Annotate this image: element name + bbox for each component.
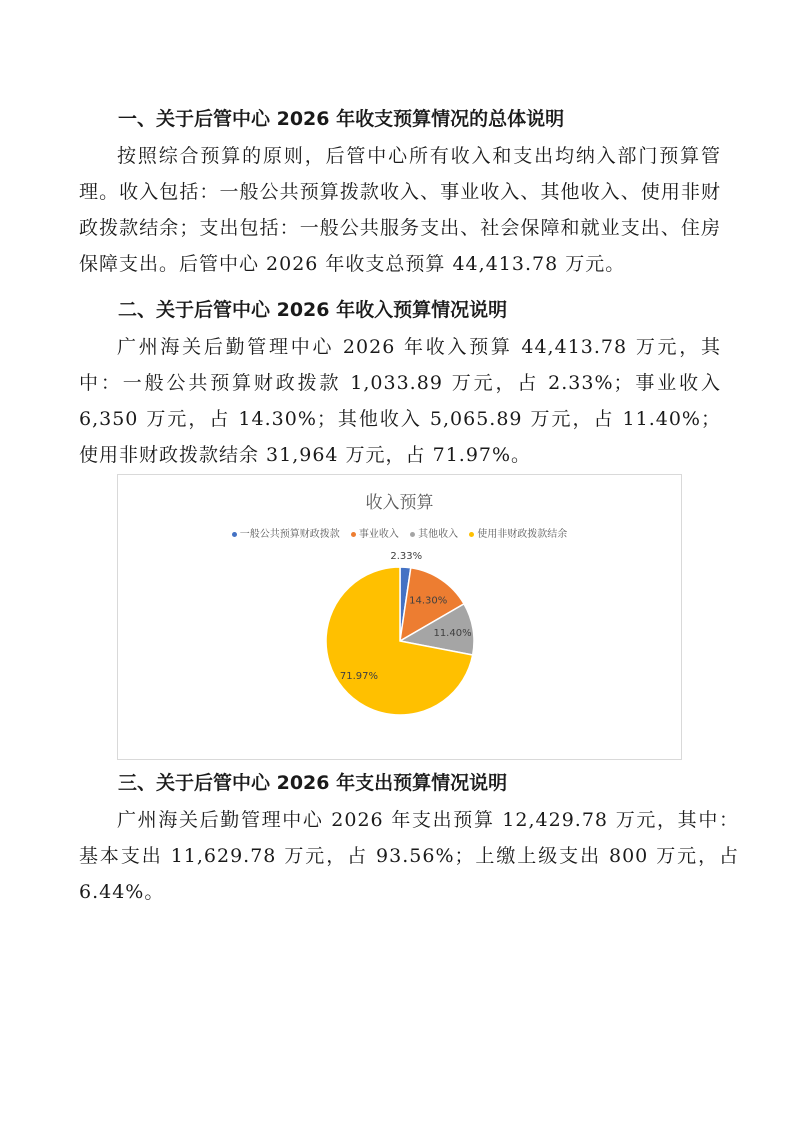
pie-chart [118, 475, 681, 759]
legend-label: 一般公共预算财政拨款 [239, 529, 340, 540]
section-3-heading: 三、关于后管中心 2026 年支出预算情况说明 [118, 772, 508, 794]
income-budget-chart [117, 474, 682, 760]
section-2-paragraph: 广州海关后勤管理中心 2026 年收入预算 44,413.78 万元，其中：一般公共预算财政拨款 1,033.89 万元，占 2.33%；事业收入 6,350 万元，占 14.30%；其他收入 5,065.89 万元，占 11.40%；使用非财政拨款结余 31,964 万元，占 71.97%。 [79, 336, 721, 466]
section-2-heading: 二、关于后管中心 2026 年收入预算情况说明 [118, 299, 508, 321]
section-3-paragraph: 广州海关后勤管理中心 2026 年支出预算 12,429.78 万元，其中：基本支出 11,629.78 万元，占 93.56%；上缴上级支出 800 万元，占 6.44%。 [79, 809, 739, 903]
legend-label: 事业收入 [358, 529, 399, 540]
pie-data-label: 71.97% [339, 670, 378, 682]
legend-label: 其他收入 [418, 529, 459, 540]
section-1-heading: 一、关于后管中心 2026 年收支预算情况的总体说明 [118, 108, 565, 130]
chart-title: 收入预算 [365, 493, 434, 513]
section-1-paragraph: 按照综合预算的原则，后管中心所有收入和支出均纳入部门预算管理。收入包括：一般公共预算拨款收入、事业收入、其他收入、使用非财政拨款结余；支出包括：一般公共服务支出、社会保障和就业支出、住房保障支出。后管中心 2026 年收支总预算 44,413.78 万元。 [79, 145, 721, 275]
legend-label: 使用非财政拨款结余 [477, 529, 568, 540]
pie-data-label: 14.30% [409, 595, 448, 607]
pie-data-label: 2.33% [390, 551, 423, 563]
pie-data-label: 11.40% [433, 628, 472, 640]
